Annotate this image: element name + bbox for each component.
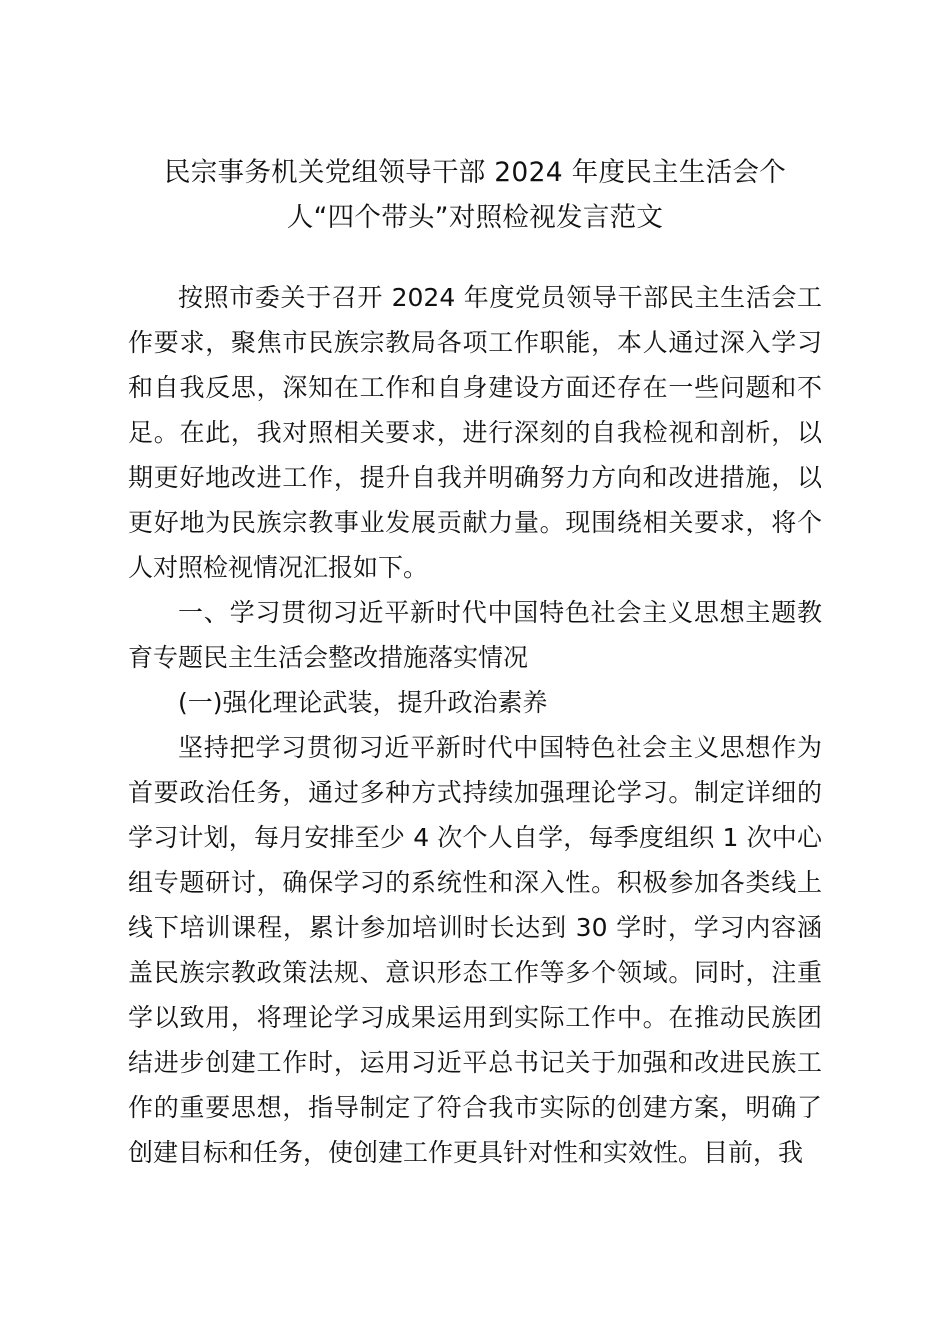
section-heading-1: 一、学习贯彻习近平新时代中国特色社会主义思想主题教育专题民主生活会整改措施落实情况 [128,598,822,672]
title-line-2: 人“四个带头”对照检视发言范文 [286,202,664,233]
subsection-heading-1: (一)强化理论武装，提升政治素养 [178,688,548,717]
body-paragraph: 坚持把学习贯彻习近平新时代中国特色社会主义思想作为首要政治任务，通过多种方式持续加强理论学习。制定详细的学习计划，每月安排至少 4 次个人自学，每季度组织 1 次中心组专题研讨，确保学习的系统性和深入性。积极参加各类线上线下培训课程，累计参加培训时长达到 30 学时，学习内容涵盖民族宗教政策法规、意识形态工作等多个领域。同时，注重学以致用，将理论学习成果运用到实际工作中。在推动民族团结进步创建工作时，运用习近平总书记关于加强和改进民族工作的重要思想，指导制定了符合我市实际的创建方案，明确了创建目标和任务，使创建工作更具针对性和实效性。目前，我 [128,733,822,1167]
title-line-1: 民宗事务机关党组领导干部 2024 年度民主生活会个 [163,157,787,188]
intro-paragraph: 按照市委关于召开 2024 年度党员领导干部民主生活会工作要求，聚焦市民族宗教局各项工作职能，本人通过深入学习和自我反思，深知在工作和自身建设方面还存在一些问题和不足。在此，我对照相关要求，进行深刻的自我检视和剖析，以期更好地改进工作，提升自我并明确努力方向和改进措施，以更好地为民族宗教事业发展贡献力量。现围绕相关要求，将个人对照检视情况汇报如下。 [128,283,822,582]
document-body [128,275,822,1175]
document-title [128,150,822,240]
